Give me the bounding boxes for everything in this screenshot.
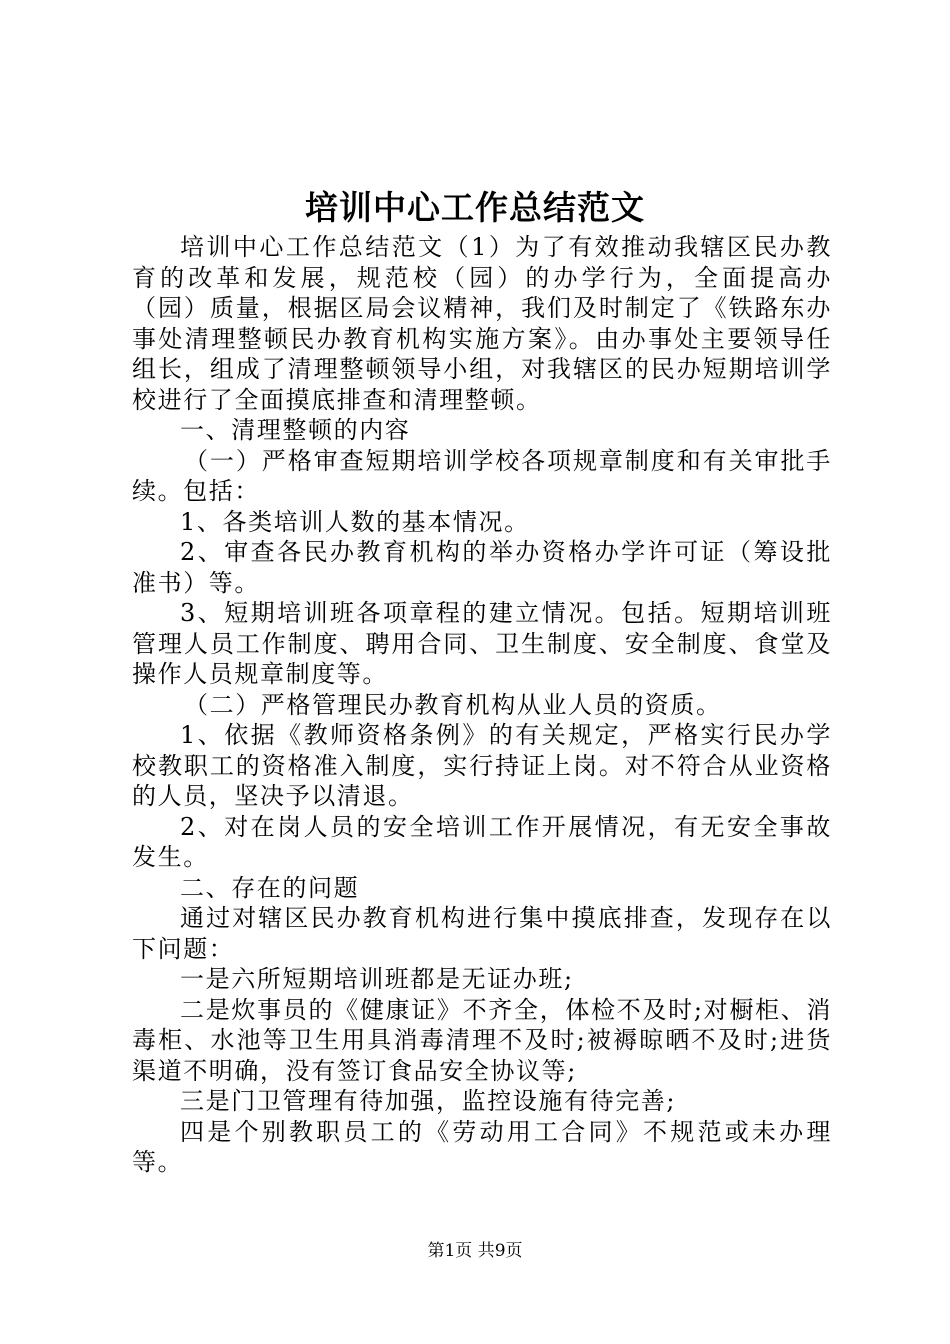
- list-item: 一是六所短期培训班都是无证办班;: [180, 965, 574, 993]
- page-footer: 第1页 共9页: [427, 1241, 523, 1261]
- list-item: 3、短期培训班各项章程的建立情况。包括。短期培训班管理人员工作制度、聘用合同、卫生制度、安全制度、食堂及操作人员规章制度等。: [132, 599, 832, 688]
- document-body: [132, 232, 832, 1178]
- list-item: 1、各类培训人数的基本情况。: [180, 507, 530, 536]
- list-item: 三是门卫管理有待加强，监控设施有待完善;: [180, 1087, 677, 1115]
- list-item: 二是炊事员的《健康证》不齐全，体检不及时;对橱柜、消毒柜、水池等卫生用具消毒清理不及时;被褥晾晒不及时;进货渠道不明确，没有签订食品安全协议等;: [132, 995, 832, 1085]
- subsection-heading-2: （二）严格管理民办教育机构从业人员的资质。: [184, 690, 722, 719]
- list-item: 2、审查各民办教育机构的举办资格办学许可证（筹设批准书）等。: [132, 538, 832, 597]
- list-item: 1、依据《教师资格条例》的有关规定，严格实行民办学校教职工的资格准入制度，实行持证上岗。对不符合从业资格的人员，坚决予以清退。: [132, 721, 832, 810]
- section-heading-2: 二、存在的问题: [180, 873, 360, 902]
- paragraph: 通过对辖区民办教育机构进行集中摸底排查，发现存在以下问题：: [132, 904, 832, 963]
- list-item: 2、对在岗人员的安全培训工作开展情况，有无安全事故发生。: [132, 812, 832, 871]
- subsection-heading-1: （一）严格审查短期培训学校各项规章制度和有关审批手续。包括：: [132, 446, 832, 505]
- section-heading-1: 一、清理整顿的内容: [180, 416, 411, 444]
- list-item: 四是个别教职员工的《劳动用工合同》不规范或未办理等。: [132, 1117, 832, 1176]
- paragraph-intro: 培训中心工作总结范文（1）为了有效推动我辖区民办教育的改革和发展，规范校（园）的办学行为，全面提高办（园）质量，根据区局会议精神，我们及时制定了《铁路东办事处清理整顿民办教育机构实施方案》。由办事处主要领导任组长，组成了清理整顿领导小组，对我辖区的民办短期培训学校进行了全面摸底排查和清理整顿。: [132, 233, 832, 414]
- document-title: 培训中心工作总结范文: [305, 188, 645, 227]
